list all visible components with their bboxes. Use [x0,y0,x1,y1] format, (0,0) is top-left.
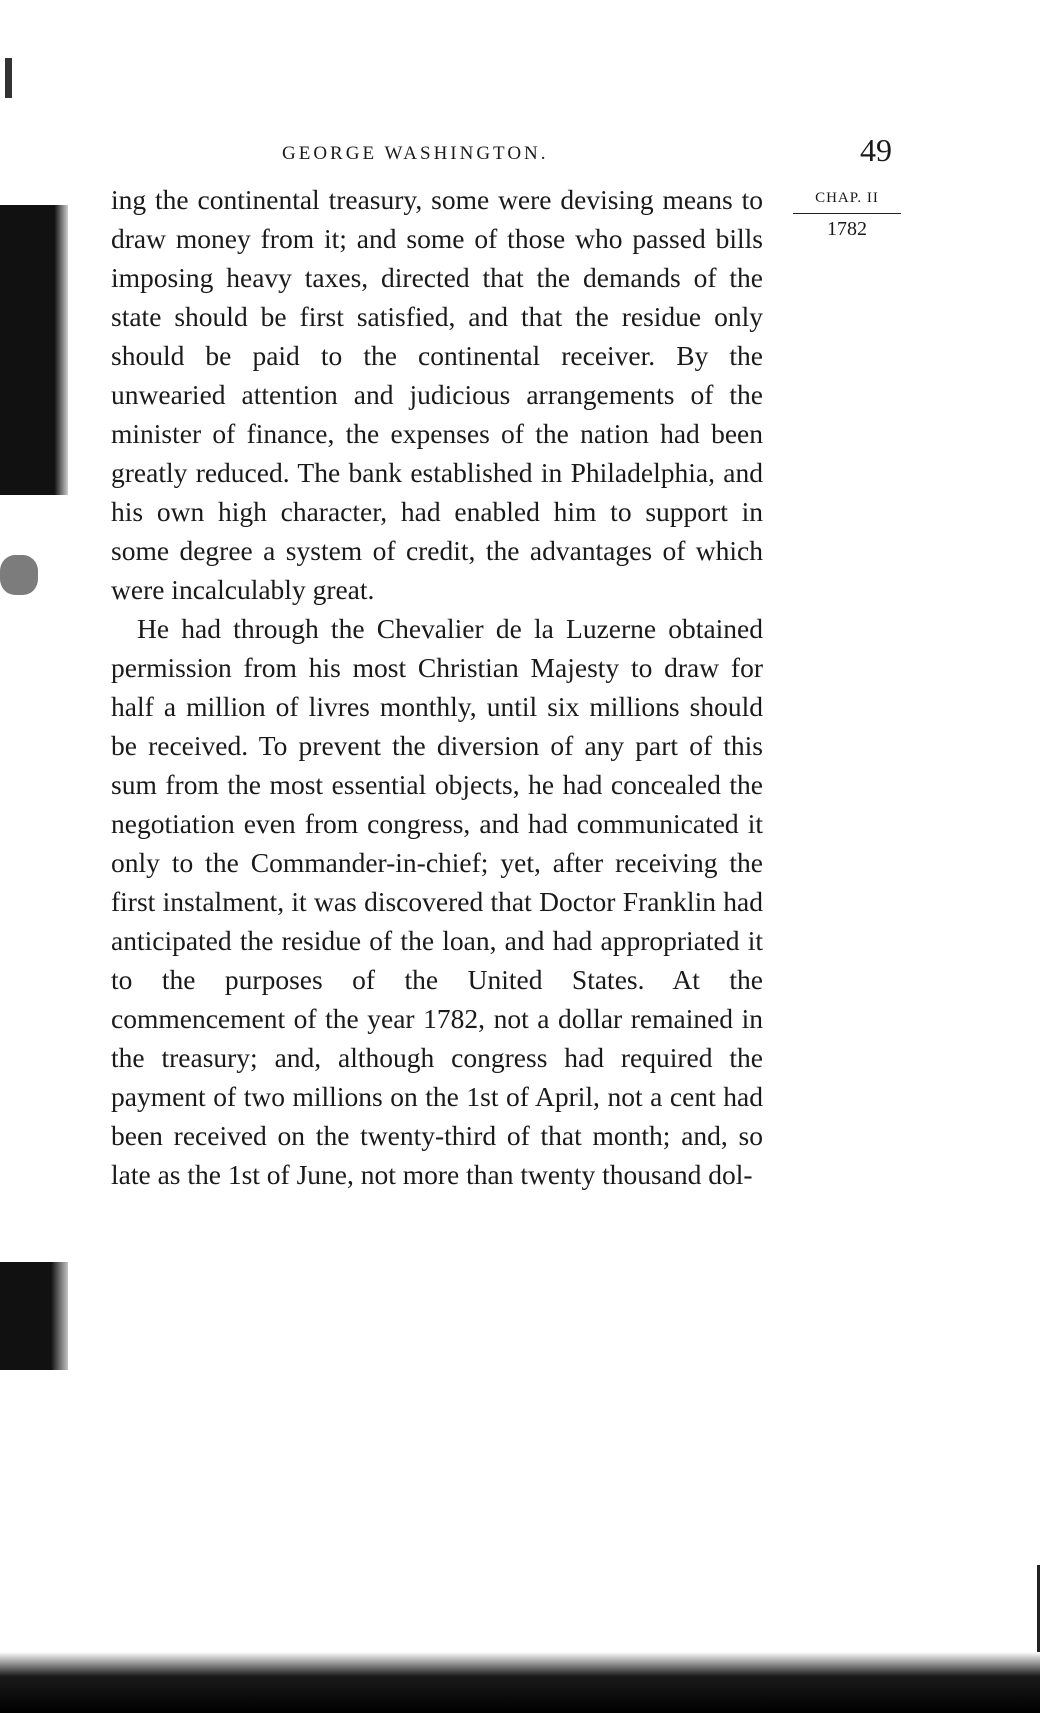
margin-note [793,190,901,241]
scan-artifact-pin [5,58,12,98]
scan-edge-smudge [0,555,38,595]
scan-bottom-shadow [0,1652,1040,1713]
paragraph: He had through the Chevalier de la Luzerne obtained permission from his most Christian Majesty to draw for half a million of livres monthly, until six millions should be received. To prevent the diversion of any part of this sum from the most essential objects, he had concealed the negotiation even from congress, and had communicated it only to the Commander-in-chief; yet, after receiving the first instalment, it was discovered that Doctor Franklin had anticipated the residue of the loan, and had appropriated it to the purposes of the United States. At the commencement of the year 1782, not a dollar remained in the treasury; and, although congress had required the payment of two millions on the 1st of April, not a cent had been received on the twenty-third of that month; and, so late as the 1st of June, not more than twenty thousand dol- [111,613,763,1190]
year-label: 1782 [827,218,867,240]
chapter-label: CHAP. II [793,190,901,214]
page-number: 49 [860,132,892,168]
body-text [111,180,763,1194]
running-title: GEORGE WASHINGTON. [282,143,549,164]
scan-edge-shadow-top [0,205,68,495]
paragraph: ing the continental treasury, some were devising means to draw money from it; and some of those who passed bills imposing heavy taxes, directed that the demands of the state should be first satisfied, and that the residue only should be paid to the continental receiver. By the unwearied attention and judicious arrangements of the minister of finance, the expenses of the nation had been greatly reduced. The bank established in Philadelphia, and his own high character, had enabled him to support in some degree a system of credit, the advantages of which were incalculably great. [111,184,763,605]
scan-edge-shadow-bottom [0,1262,68,1370]
